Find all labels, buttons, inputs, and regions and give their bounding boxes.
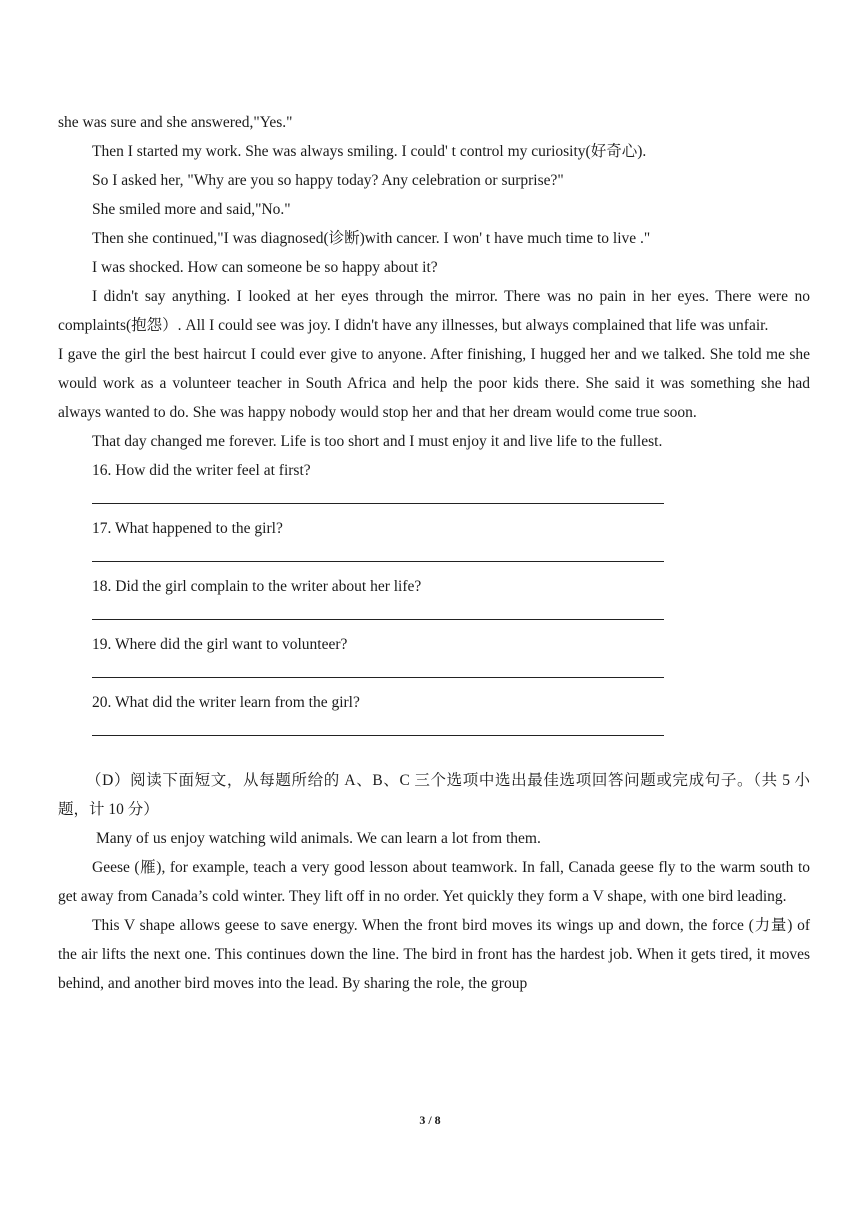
passage-paragraph: That day changed me forever. Life is too short and I must enjoy it and live life to the fullest. [92, 433, 663, 450]
passage-paragraph: She smiled more and said,"No." [92, 201, 291, 218]
passage-paragraph: Then I started my work. She was always smiling. I could' t control my curiosity(好奇心). [92, 143, 647, 160]
passage-paragraph: I was shocked. How can someone be so happy about it? [92, 259, 438, 276]
answer-line-18[interactable] [92, 591, 664, 620]
answer-line-19[interactable] [92, 649, 664, 678]
passage-paragraph: I didn't say anything. I looked at her eyes through the mirror. There was no pain in her eyes. There were no complaints(抱怨）. All I could see was joy. I didn't have any illnesses, but always complained that life was unfair. [58, 288, 810, 334]
section-d-instructions: （D）阅读下面短文，从每题所给的 A、B、C 三个选项中选出最佳选项回答问题或完成句子。（共 5 小题，计 10 分） [58, 772, 810, 818]
document-page [58, 108, 810, 998]
question-17: 17. What happened to the girl? [92, 520, 283, 537]
question-18: 18. Did the girl complain to the writer about her life? [92, 578, 422, 595]
passage-paragraph: So I asked her, "Why are you so happy today? Any celebration or surprise?" [92, 172, 564, 189]
passage-paragraph: I gave the girl the best haircut I could ever give to anyone. After finishing, I hugged her and we talked. She told me she would work as a volunteer teacher in South Africa and help the poor kids there. She said it was something she had always wanted to do. She was happy nobody would stop her and that her dream would come true soon. [58, 346, 810, 421]
question-20: 20. What did the writer learn from the girl? [92, 694, 360, 711]
passage-paragraph: Then she continued,"I was diagnosed(诊断)with cancer. I won' t have much time to live ." [92, 230, 651, 247]
question-19: 19. Where did the girl want to volunteer? [92, 636, 348, 653]
section-gap [58, 746, 810, 766]
passage-paragraph: This V shape allows geese to save energy. When the front bird moves its wings up and down, the force (力量) of the air lifts the next one. This continues down the line. The bird in front has the hardest job. When it gets tired, it moves behind, and another bird moves into the lead. By sharing the role, the group [58, 917, 810, 992]
answer-line-17[interactable] [92, 533, 664, 562]
page-number: 3 / 8 [419, 1113, 441, 1127]
answer-line-16[interactable] [92, 475, 664, 504]
answer-line-20[interactable] [92, 707, 664, 736]
passage-paragraph: Geese (雁), for example, teach a very good lesson about teamwork. In fall, Canada geese fly to the warm south to get away from Canada’s cold winter. They lift off in no order. Yet quickly they form a V shape, with one bird leading. [58, 859, 810, 905]
passage-paragraph: Many of us enjoy watching wild animals. We can learn a lot from them. [96, 830, 541, 847]
question-16: 16. How did the writer feel at first? [92, 462, 311, 479]
passage-paragraph: she was sure and she answered,"Yes." [58, 114, 293, 131]
